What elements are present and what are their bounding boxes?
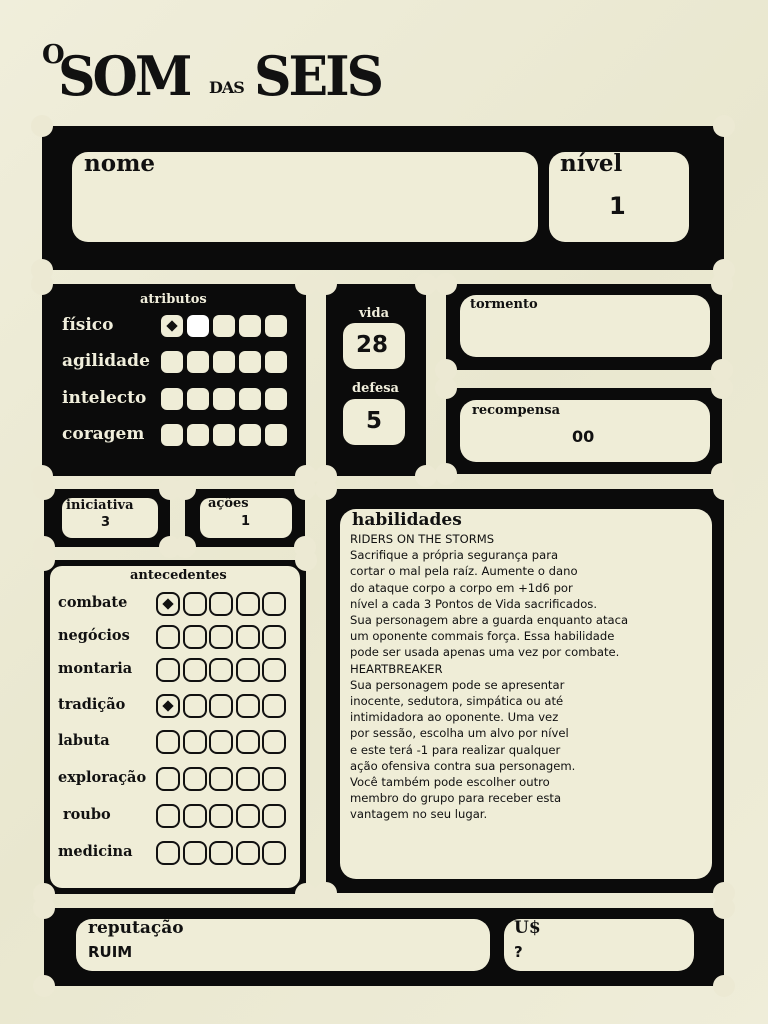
atributo-pip[interactable]: [187, 351, 209, 373]
habilidade-line: membro do grupo para receber esta: [350, 791, 562, 806]
antecedente-label: medicina: [58, 843, 133, 860]
atributo-pip[interactable]: [239, 315, 261, 337]
antecedente-pip[interactable]: [209, 841, 233, 865]
antecedente-pip[interactable]: [183, 658, 207, 682]
antecedente-pip[interactable]: [236, 841, 260, 865]
antecedentes-label: antecedentes: [130, 568, 227, 583]
atributo-pip[interactable]: [161, 351, 183, 373]
habilidade-line: vantagem no seu lugar.: [350, 807, 488, 822]
sheet-title: [42, 40, 412, 110]
antecedente-pip[interactable]: [156, 804, 180, 828]
antecedente-pip[interactable]: [262, 730, 286, 754]
corner-notch: [713, 478, 735, 500]
filled-diamond-icon: [162, 598, 173, 609]
recompensa-label: recompensa: [472, 403, 561, 418]
corner-notch: [31, 273, 53, 295]
antecedente-label: roubo: [63, 806, 111, 823]
atributo-pip[interactable]: [265, 388, 287, 410]
antecedente-pip[interactable]: [262, 625, 286, 649]
atributo-label: agilidade: [62, 351, 150, 371]
antecedente-pip[interactable]: [156, 625, 180, 649]
antecedente-pip[interactable]: [236, 767, 260, 791]
corner-notch: [415, 465, 437, 487]
atributo-pip[interactable]: [161, 315, 183, 337]
antecedente-pip[interactable]: [236, 730, 260, 754]
corner-notch: [435, 463, 457, 485]
corner-notch: [415, 273, 437, 295]
atributo-pip[interactable]: [213, 315, 235, 337]
antecedente-pip[interactable]: [236, 658, 260, 682]
recompensa-value: 00: [572, 427, 595, 446]
habilidades-text: [350, 531, 628, 823]
atributo-pip[interactable]: [265, 315, 287, 337]
atributo-pip[interactable]: [265, 424, 287, 446]
nivel-value: 1: [609, 192, 626, 220]
habilidade-line: ação ofensiva contra sua personagem.: [350, 758, 576, 773]
acoes-label: ações: [208, 496, 249, 511]
habilidade-line: inocente, sedutora, simpática ou até: [350, 694, 564, 709]
reputacao-value: RUIM: [88, 943, 133, 961]
corner-notch: [295, 273, 317, 295]
habilidades-label: habilidades: [352, 510, 462, 530]
nivel-label: nível: [560, 150, 623, 177]
vida-label: vida: [359, 306, 390, 321]
atributo-pip[interactable]: [239, 424, 261, 446]
habilidade-line: HEARTBREAKER: [350, 661, 443, 676]
habilidade-line: intimidadora ao oponente. Uma vez: [350, 710, 559, 725]
antecedente-pip[interactable]: [262, 804, 286, 828]
antecedente-pip[interactable]: [209, 625, 233, 649]
atributo-pip[interactable]: [161, 424, 183, 446]
antecedente-pip[interactable]: [236, 804, 260, 828]
corner-notch: [315, 478, 337, 500]
atributo-label: coragem: [62, 424, 145, 444]
habilidade-line: RIDERS ON THE STORMS: [350, 532, 495, 546]
habilidade-line: do ataque corpo a corpo em +1d6 por: [350, 580, 573, 595]
filled-diamond-icon: [166, 320, 177, 331]
acoes-value: 1: [241, 514, 251, 529]
corner-notch: [711, 273, 733, 295]
defesa-label: defesa: [352, 381, 399, 396]
antecedente-pip[interactable]: [209, 694, 233, 718]
habilidade-line: Você também pode escolher outro: [350, 775, 550, 790]
antecedente-pip[interactable]: [156, 694, 180, 718]
atributos-panel: [42, 284, 306, 476]
iniciativa-value: 3: [101, 515, 111, 530]
antecedente-pip[interactable]: [156, 730, 180, 754]
vida-value: 28: [356, 332, 389, 358]
corner-notch: [435, 273, 457, 295]
antecedente-pip[interactable]: [262, 658, 286, 682]
atributo-pip[interactable]: [239, 388, 261, 410]
corner-notch: [295, 883, 317, 905]
antecedente-pip[interactable]: [262, 592, 286, 616]
antecedente-pip[interactable]: [236, 625, 260, 649]
habilidade-line: nível a cada 3 Pontos de Vida sacrificados.: [350, 596, 598, 611]
antecedente-pip[interactable]: [262, 841, 286, 865]
reputacao-label: reputação: [88, 918, 184, 938]
habilidade-line: Sua personagem abre a guarda enquanto ataca: [350, 613, 629, 628]
corner-notch: [33, 897, 55, 919]
atributo-pip[interactable]: [213, 351, 235, 373]
antecedente-pip[interactable]: [183, 694, 207, 718]
iniciativa-label: iniciativa: [66, 498, 134, 513]
antecedente-pip[interactable]: [183, 767, 207, 791]
antecedente-pip[interactable]: [156, 658, 180, 682]
antecedente-pip[interactable]: [262, 767, 286, 791]
title-das: DAS: [209, 78, 244, 97]
atributo-pip[interactable]: [187, 315, 209, 337]
title-o: O: [42, 40, 65, 70]
corner-notch: [174, 536, 196, 558]
atributo-pip[interactable]: [213, 388, 235, 410]
antecedente-pip[interactable]: [209, 767, 233, 791]
corner-notch: [33, 478, 55, 500]
antecedente-pip[interactable]: [209, 730, 233, 754]
corner-notch: [315, 273, 337, 295]
atributo-pip[interactable]: [213, 424, 235, 446]
antecedente-label: montaria: [58, 660, 133, 677]
antecedente-pip[interactable]: [236, 694, 260, 718]
atributos-label: atributos: [140, 292, 207, 307]
habilidade-line: cortar o mal pela raíz. Aumente o dano: [350, 564, 578, 579]
atributo-label: intelecto: [62, 388, 147, 408]
habilidade-line: e este terá -1 para realizar qualquer: [350, 742, 561, 757]
antecedente-pip[interactable]: [262, 694, 286, 718]
antecedente-pip[interactable]: [209, 592, 233, 616]
corner-notch: [174, 478, 196, 500]
atributo-pip[interactable]: [265, 351, 287, 373]
title-som: SOM: [58, 44, 190, 109]
antecedente-pip[interactable]: [236, 592, 260, 616]
antecedente-pip[interactable]: [183, 730, 207, 754]
antecedente-pip[interactable]: [156, 592, 180, 616]
antecedente-label: tradição: [58, 696, 126, 713]
antecedente-pip[interactable]: [183, 841, 207, 865]
atributo-pip[interactable]: [161, 388, 183, 410]
antecedente-label: combate: [58, 594, 128, 611]
dinheiro-value: ?: [514, 943, 523, 961]
corner-notch: [435, 377, 457, 399]
corner-notch: [713, 897, 735, 919]
antecedente-label: negócios: [58, 627, 130, 644]
antecedente-pip[interactable]: [209, 804, 233, 828]
corner-notch: [33, 549, 55, 571]
corner-notch: [295, 549, 317, 571]
corner-notch: [294, 478, 316, 500]
antecedente-pip[interactable]: [183, 592, 207, 616]
filled-diamond-icon: [162, 700, 173, 711]
habilidade-line: Sacrifique a própria segurança para: [350, 548, 559, 563]
corner-notch: [33, 975, 55, 997]
dinheiro-label: U$: [514, 918, 541, 938]
atributo-pip[interactable]: [239, 351, 261, 373]
habilidade-line: Sua personagem pode se apresentar: [350, 677, 565, 692]
defesa-value: 5: [366, 408, 383, 434]
antecedente-pip[interactable]: [156, 767, 180, 791]
atributo-pip[interactable]: [187, 388, 209, 410]
corner-notch: [711, 377, 733, 399]
atributo-label: físico: [62, 315, 114, 335]
habilidade-line: um oponente commais força. Essa habilidade: [350, 629, 615, 644]
tormento-label: tormento: [470, 297, 538, 312]
habilidade-line: pode ser usada apenas uma vez por combate.: [350, 645, 620, 660]
title-seis: SEIS: [254, 44, 382, 109]
antecedente-pip[interactable]: [156, 841, 180, 865]
habilidade-line: por sessão, escolha um alvo por nível: [350, 726, 569, 741]
corner-notch: [31, 115, 53, 137]
corner-notch: [713, 115, 735, 137]
antecedente-label: exploração: [58, 769, 147, 786]
corner-notch: [713, 975, 735, 997]
corner-notch: [315, 882, 337, 904]
antecedente-pip[interactable]: [209, 658, 233, 682]
antecedente-label: labuta: [58, 732, 110, 749]
antecedente-pip[interactable]: [183, 625, 207, 649]
nome-label: nome: [84, 150, 156, 177]
antecedente-pip[interactable]: [183, 804, 207, 828]
atributo-pip[interactable]: [187, 424, 209, 446]
